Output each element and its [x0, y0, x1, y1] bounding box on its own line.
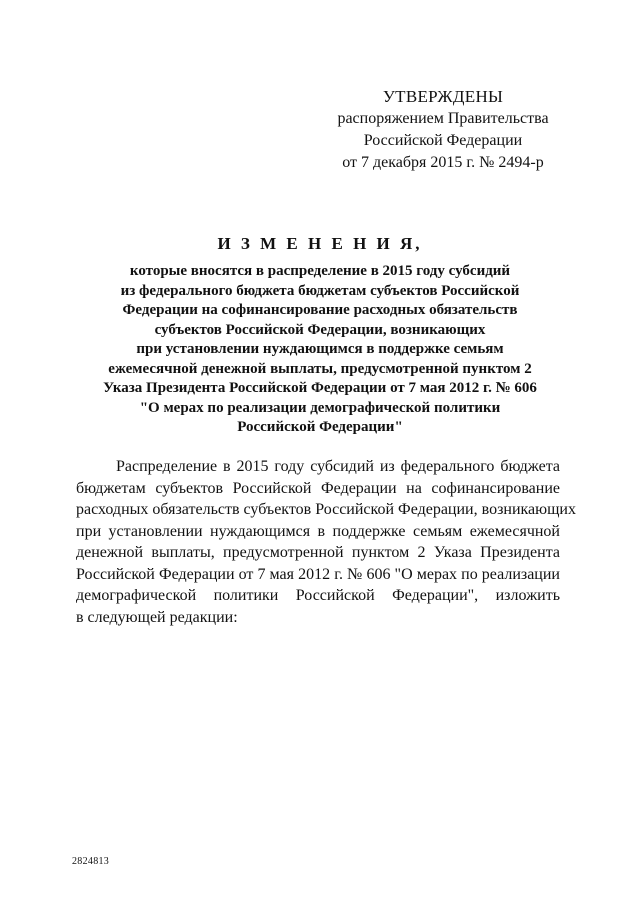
paragraph-line: денежной выплаты, предусмотренной пунктом 2 Указа Президента	[76, 544, 560, 561]
paragraph-line: Российской Федерации от 7 мая 2012 г. № 606 "О мерах по реализации	[76, 565, 560, 583]
subtitle-line: Федерации на софинансирование расходных обязательств	[122, 302, 518, 318]
subtitle-line: "О мерах по реализации демографической политики	[139, 399, 501, 416]
document-number: 2824813	[72, 856, 110, 867]
subtitle-line: субъектов Российской Федерации, возникающих	[154, 321, 486, 338]
approval-line-1: распоряжением Правительства	[337, 110, 549, 127]
paragraph-line: расходных обязательств субъектов Российской Федерации, возникающих	[76, 501, 576, 518]
subtitle-line: ежемесячной денежной выплаты, предусмотренной пунктом 2	[108, 360, 532, 377]
approval-line-2: Российской Федерации	[363, 132, 523, 149]
document-title: И З М Е Н Е Н И Я,	[217, 234, 423, 253]
subtitle-line: из федерального бюджета бюджетам субъектов Российской	[120, 282, 520, 299]
paragraph-line: при установлении нуждающимся в поддержке семьям ежемесячной	[76, 522, 560, 540]
body-paragraph	[76, 456, 576, 628]
subtitle-line: Российской Федерации"	[237, 419, 403, 435]
paragraph-line: в следующей редакции:	[76, 608, 238, 626]
subtitle-line: при установлении нуждающимся в поддержке семьям	[136, 341, 504, 357]
approval-line-3: от 7 декабря 2015 г. № 2494-р	[342, 154, 544, 171]
document-subtitle	[60, 262, 580, 438]
paragraph-line: демографической политики Российской Федерации", изложить	[76, 587, 560, 604]
approval-block	[318, 86, 568, 174]
approval-label: УТВЕРЖДЕНЫ	[382, 87, 504, 106]
paragraph-line: Распределение в 2015 году субсидий из федерального бюджета	[116, 458, 560, 475]
subtitle-line: которые вносятся в распределение в 2015 году субсидий	[129, 263, 511, 279]
subtitle-line: Указа Президента Российской Федерации от 7 мая 2012 г. № 606	[103, 380, 537, 396]
paragraph-line: бюджетам субъектов Российской Федерации на софинансирование	[76, 479, 560, 497]
